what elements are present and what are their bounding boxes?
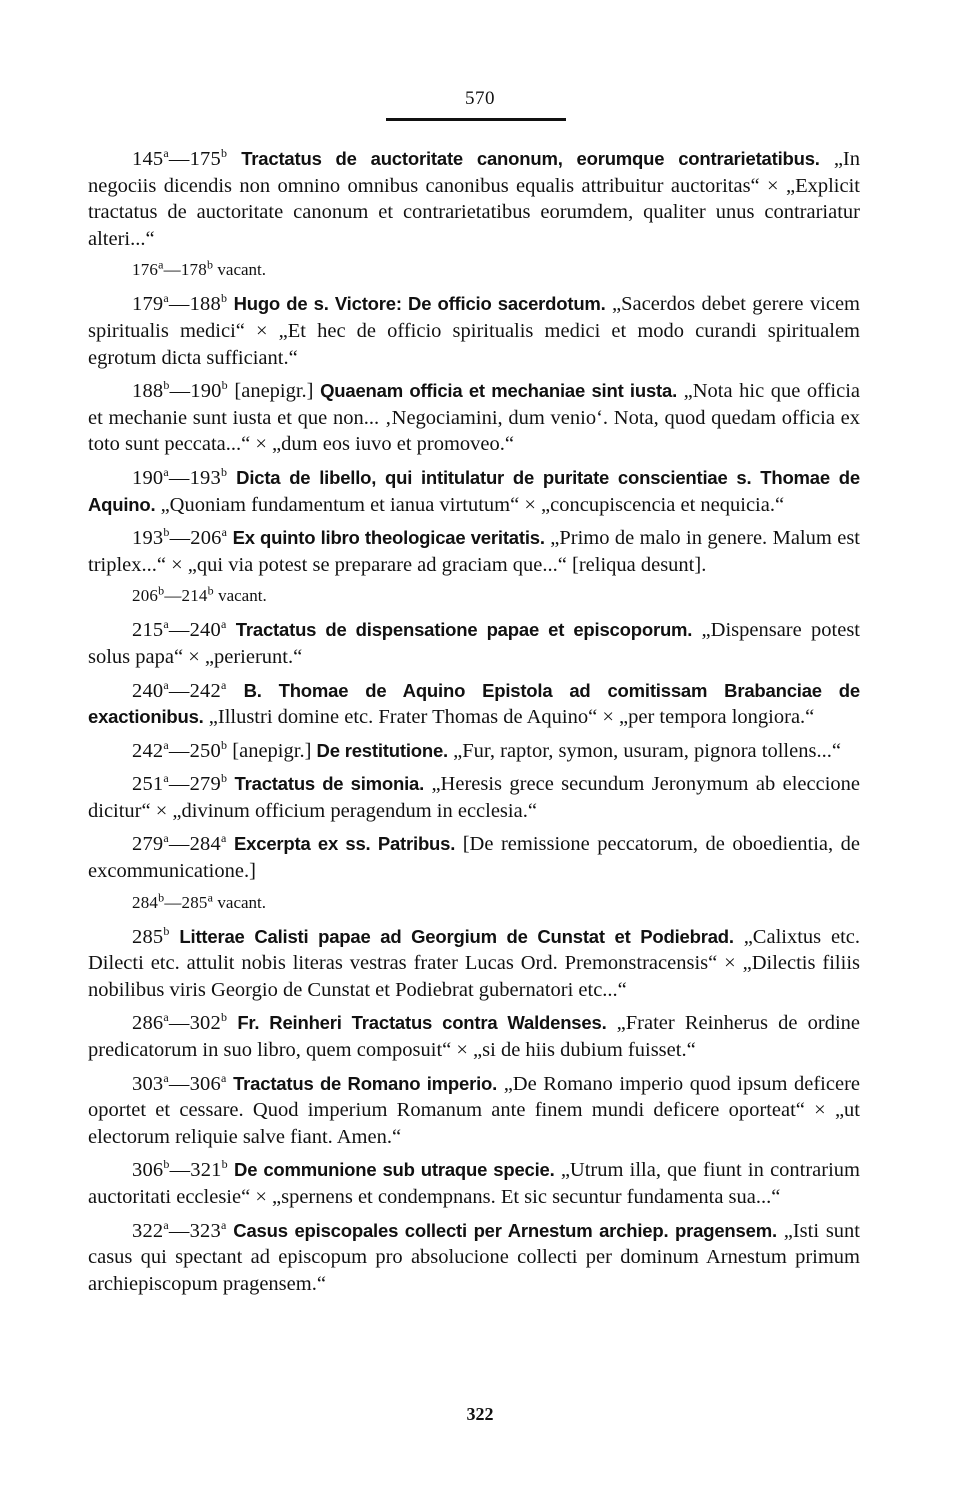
entry-title: Tractatus de Romano imperio. (233, 1072, 498, 1094)
folio-separator: — (168, 773, 190, 796)
folio-start: 215 (132, 619, 164, 642)
catalogue-entry (88, 924, 860, 1004)
folio-range (132, 380, 228, 402)
catalogue-entry (88, 678, 860, 731)
catalogue-entry (88, 259, 860, 281)
catalogue-entry (88, 525, 860, 578)
folio-start-side: b (163, 525, 170, 540)
entry-text: „Utrum illa, que fiunt in contrarium auctoritati ecclesie“ × „spernens et condempnans. Et sic secuntur fundamenta sua...“ (88, 1159, 861, 1208)
folio-end: 306 (189, 1072, 221, 1095)
folio-separator: — (169, 1159, 191, 1182)
entry-text: „Calixtus etc. Dilecti etc. attulit nobis literas vestras frater Lucas Ord. Premonstracensis“ × „Dilectis filiis nobilibus viris Georgio de Cunstat et Podiebrat gubernatori etc...“ (88, 925, 861, 1001)
folio-start: 240 (132, 679, 164, 702)
folio-range (132, 890, 214, 912)
folio-range (132, 467, 227, 489)
entry-title: Casus episcopales collecti per Arnestum archiep. pragensem. (233, 1219, 777, 1241)
folio-separator: — (168, 293, 190, 316)
entry-text: „Isti sunt casus qui spectant ad episcopum pro absolucione collecti per dominum Arnestum primum archiepiscopum pragensem.“ (88, 1219, 860, 1295)
entry-title: Ex quinto libro theologicae veritatis. (232, 527, 545, 549)
folio-range (132, 773, 227, 795)
folio-start-side: a (158, 257, 164, 272)
folio-end-side: a (221, 525, 228, 540)
catalogue-entry (88, 738, 860, 765)
folio-range (132, 257, 214, 280)
folio-end-side: a (220, 617, 227, 632)
entry-text: „Sacerdos debet gerere vicem spiritualis medici“ × „Et hec de officio spiritualis medici et modo curandi spiritualem egrotum dicta sufficiant.“ (88, 293, 860, 369)
folio-range (132, 833, 226, 855)
folio-range (132, 1217, 227, 1242)
catalogue-entry (88, 1010, 860, 1063)
entry-text: „Frater Reinherus de ordine predicatorum in suo libro, quem composuit“ × „si de hiis dubium fuisset.“ (88, 1012, 861, 1062)
folio-end-side: b (220, 771, 228, 786)
folio-range (132, 583, 214, 606)
folio-separator: — (168, 1219, 190, 1242)
folio-end: 188 (189, 293, 221, 316)
entry-text: vacant. (217, 260, 267, 280)
folio-start-side: b (158, 583, 165, 598)
folio-end-side: a (220, 677, 227, 692)
folio-separator: — (168, 148, 190, 170)
entry-title: B. Thomae de Aquino Epistola ad comitissam Brabanciae de exactionibus. (88, 679, 861, 728)
folio-range (132, 527, 227, 549)
catalogue-entry (88, 1157, 860, 1210)
folio-start: 284 (132, 892, 159, 912)
folio-end: 242 (189, 679, 221, 702)
footer-number: 322 (466, 1404, 494, 1424)
folio-end: 284 (189, 833, 221, 856)
folio-start-side: a (163, 617, 169, 632)
folio-end: 279 (189, 773, 221, 796)
entry-text: „Illustri domine etc. Frater Thomas de Aquino“ × „per tempora longiora.“ (208, 706, 815, 729)
folio-separator: — (168, 739, 190, 762)
entry-text: [De remissione peccatorum, de oboedientia, de excommunicatione.] (88, 833, 860, 883)
folio-separator: — (164, 586, 182, 606)
entry-title: Litterae Calisti papae ad Georgium de Cunstat et Podiebrad. (179, 925, 734, 947)
folio-separator: — (164, 892, 182, 912)
folio-end-side: a (220, 831, 227, 846)
catalogue-entry (88, 465, 860, 518)
folio-end: 323 (189, 1219, 221, 1242)
entry-title: Tractatus de auctoritate canonum, eorumque contrarietatibus. (241, 148, 820, 169)
entry-text: „Fur, raptor, symon, usuram, pignora tollens...“ (453, 739, 841, 762)
folio-range (132, 1159, 228, 1181)
folio-end-side: b (220, 465, 228, 480)
folio-range (132, 923, 170, 948)
entry-title: Fr. Reinheri Tractatus contra Waldenses. (237, 1012, 607, 1034)
entry-text: „In negociis dicendis non omnino omnibus canonibus equalis attribuitur auctoritas“ × „Explicit tractatus de auctoritate canonum et contrarietatibus eorumdem, qualiter unus contrariatur alteri...“ (88, 148, 861, 250)
folio-separator: — (168, 466, 190, 489)
folio-separator: — (168, 1012, 190, 1035)
catalogue-entry (88, 378, 860, 458)
folio-end-side: b (220, 737, 228, 752)
catalogue-entry (88, 617, 860, 670)
entry-title: Dicta de libello, qui intitulatur de puritate conscientiae s. Thomae de Aquino. (88, 466, 860, 515)
folio-end-side: b (220, 1010, 228, 1025)
entry-title: De restitutione. (316, 739, 448, 761)
folio-start: 188 (132, 380, 164, 403)
folio-end-side: b (221, 378, 228, 393)
folio-end-side: a (207, 890, 214, 904)
folio-start-side: b (163, 923, 170, 938)
folio-start: 206 (132, 586, 159, 606)
folio-separator: — (168, 833, 190, 856)
folio-end-side: b (206, 257, 214, 272)
entry-title: De communione sub utraque specie. (234, 1159, 555, 1181)
folio-separator: — (168, 679, 190, 702)
entry-text: „Heresis grece secundum Jeronymum ab eleccione dicitur“ × „divinum officium peragendum in ecclesia.“ (88, 773, 860, 822)
folio-range (132, 148, 227, 170)
entry-tag: [anepigr.] (232, 739, 312, 762)
entry-title: Tractatus de dispensatione papae et episcoporum. (235, 619, 693, 641)
folio-start: 286 (132, 1012, 164, 1035)
folio-end: 193 (189, 466, 221, 489)
folio-range (132, 293, 227, 315)
folio-start: 303 (132, 1072, 164, 1095)
folio-start-side: b (163, 378, 170, 393)
folio-range (132, 1070, 227, 1095)
folio-start-side: a (163, 677, 169, 692)
entry-tag: [anepigr.] (234, 380, 314, 403)
folio-end-side: b (220, 291, 228, 306)
folio-start-side: a (163, 1010, 169, 1025)
folio-end-side: b (220, 146, 228, 161)
folio-end: 302 (189, 1012, 221, 1035)
folio-start-side: b (158, 890, 165, 904)
folio-start: 179 (132, 293, 164, 316)
catalogue-entry (88, 1071, 860, 1151)
catalogue-entry (88, 1218, 860, 1298)
folio-range (132, 677, 227, 702)
folio-start: 193 (132, 527, 164, 550)
folio-start-side: a (163, 1070, 169, 1085)
catalogue-entries (88, 146, 860, 1304)
folio-start: 306 (132, 1159, 164, 1182)
folio-separator: — (169, 380, 191, 403)
folio-separator: — (163, 260, 181, 280)
header-rule (386, 118, 566, 121)
folio-start: 176 (132, 260, 159, 280)
folio-start: 145 (132, 148, 164, 170)
folio-end: 214 (181, 586, 208, 606)
folio-end-side: b (221, 1157, 228, 1172)
entry-title: Hugo de s. Victore: De officio sacerdotum. (233, 293, 606, 315)
folio-end-side: a (220, 1217, 227, 1232)
entry-text: „De Romano imperio quod ipsum deficere oportet et cessare. Quod imperium Romanum ante finem mundi deficere oporteat“ × „ut electorum reliquie salve fiant. Amen.“ (88, 1072, 861, 1148)
catalogue-entry (88, 585, 860, 607)
entry-text: vacant. (218, 586, 267, 606)
folio-start-side: b (163, 1157, 170, 1172)
folio-end: 178 (180, 260, 207, 280)
folio-end: 250 (189, 739, 221, 762)
folio-start: 285 (132, 925, 164, 948)
folio-separator: — (168, 619, 190, 642)
folio-range (132, 737, 228, 762)
entry-text: „Primo de malo in genere. Malum est triplex...“ × „qui via potest se preparare ad graciam que...“ [reliqua desunt]. (88, 527, 860, 576)
page-number: 570 (465, 88, 495, 109)
folio-end: 206 (190, 527, 222, 550)
entry-text: vacant. (217, 892, 267, 912)
folio-range (132, 619, 226, 641)
folio-start: 251 (132, 773, 164, 796)
entry-title: Excerpta ex ss. Patribus. (234, 833, 456, 855)
folio-end-side: a (220, 1070, 227, 1085)
catalogue-entry (88, 831, 860, 884)
folio-end: 190 (190, 380, 222, 403)
catalogue-entry (88, 146, 860, 252)
folio-start-side: a (163, 291, 169, 306)
catalogue-entry (88, 771, 860, 824)
folio-start-side: a (163, 831, 169, 846)
catalogue-entry (88, 291, 860, 371)
entry-title: Quaenam officia et mechaniae sint iusta. (320, 380, 678, 402)
folio-separator: — (168, 1072, 190, 1095)
folio-end: 285 (181, 892, 208, 912)
folio-end: 175 (189, 148, 221, 170)
entry-text: „Dispensare potest solus papa“ × „perierunt.“ (88, 619, 860, 668)
folio-start: 279 (132, 833, 164, 856)
catalogue-entry (88, 892, 860, 914)
folio-end-side: b (207, 583, 214, 598)
folio-start-side: a (163, 737, 169, 752)
folio-start: 322 (132, 1219, 164, 1242)
entry-text: „Nota hic que officia et mechanie sunt iusta et que non... ‚Negociamini, dum venio‘. Nota, quod quedam officia ex toto sunt peccata...“ × „dum eos iuvo et promoveo.“ (88, 380, 861, 456)
entry-title: Tractatus de simonia. (234, 773, 425, 795)
folio-start-side: a (163, 1217, 169, 1232)
folio-start-side: a (163, 771, 169, 786)
folio-start-side: a (163, 465, 169, 480)
folio-end: 240 (189, 619, 221, 642)
folio-separator: — (169, 527, 191, 550)
folio-range (132, 1012, 227, 1034)
folio-end: 321 (190, 1159, 222, 1182)
folio-start-side: a (163, 146, 169, 161)
folio-start: 242 (132, 739, 164, 762)
entry-text: „Quoniam fundamentum et ianua virtutum“ × „concupiscencia et nequicia.“ (160, 493, 785, 516)
folio-start: 190 (132, 466, 164, 489)
